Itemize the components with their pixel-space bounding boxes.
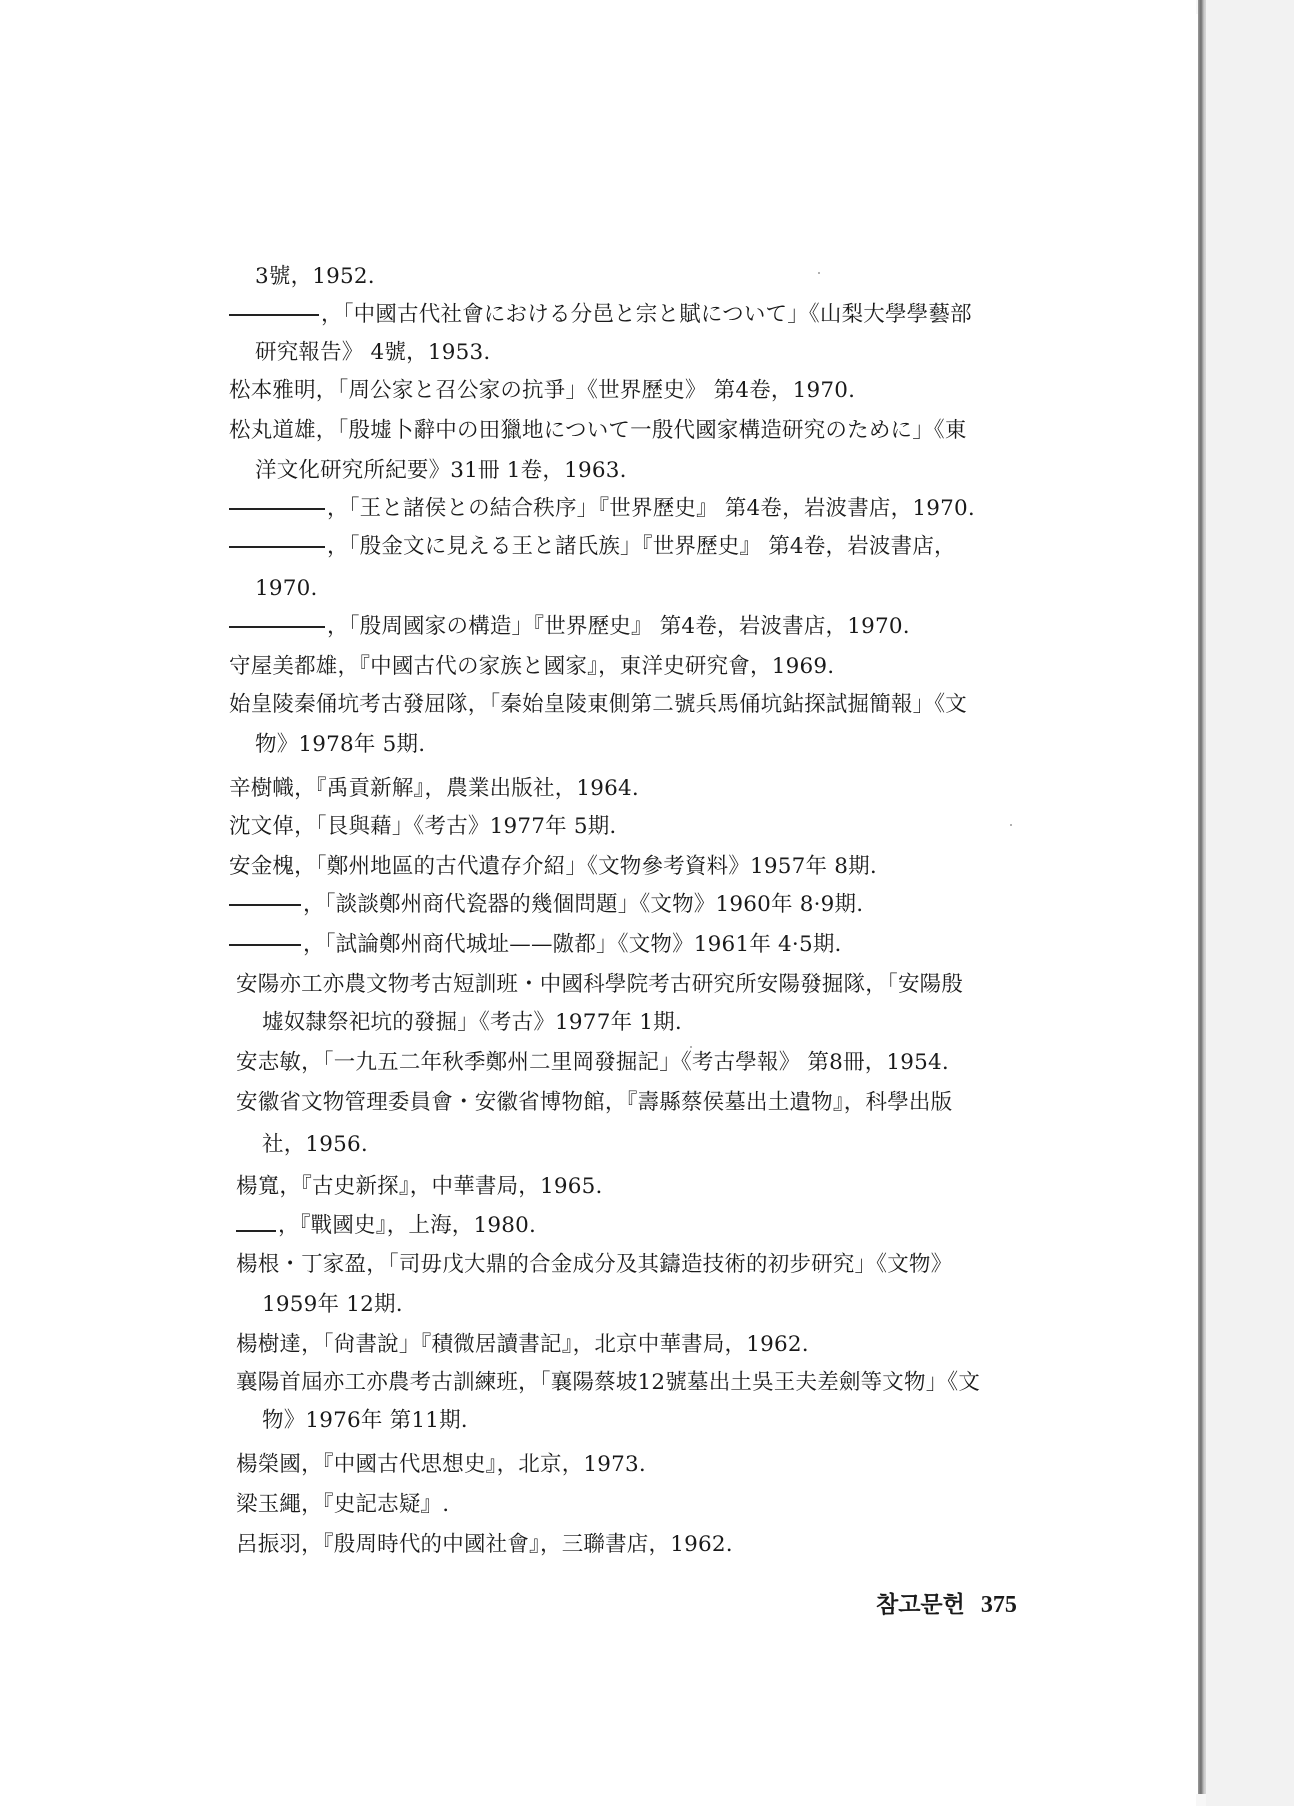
reference-line: 始皇陵秦俑坑考古發屈隊，「秦始皇陵東側第二號兵馬俑坑鉆探試掘簡報」《文 (229, 692, 968, 717)
reference-line: 安志敏，「一九五二年秋季鄭州二里岡發掘記」《考古學報》 第8冊，1954. (236, 1050, 949, 1075)
reference-line: 3號，1952. (255, 264, 375, 289)
reference-line: 1970. (255, 576, 318, 601)
reference-line: 守屋美都雄，『中國古代の家族と國家』，東洋史研究會，1969. (229, 654, 835, 679)
reference-line: 楊根・丁家盈，「司毋戊大鼎的合金成分及其鑄造技術的初步研究」《文物》 (236, 1252, 953, 1277)
repeat-author-dash (229, 944, 301, 946)
reference-line: 物》1976年 第11期. (262, 1408, 468, 1433)
reference-line: ，「試論鄭州商代城址——隞都」《文物》1961年 4·5期. (229, 932, 842, 958)
repeat-author-dash (229, 508, 325, 510)
repeat-author-dash (229, 314, 319, 316)
repeat-author-dash (229, 626, 325, 628)
scan-speck (818, 272, 820, 274)
scan-speck (1010, 824, 1012, 826)
page-footer (876, 1590, 1017, 1620)
reference-line: 社，1956. (262, 1132, 368, 1157)
reference-line: 安徽省文物管理委員會・安徽省博物館，『壽縣蔡侯墓出土遺物』，科學出版 (236, 1090, 953, 1115)
page-number: 375 (980, 1592, 1017, 1618)
repeat-author-dash (229, 546, 325, 548)
reference-line: ，「王と諸侯との結合秩序」『世界歷史』 第4卷，岩波書店，1970. (229, 496, 975, 522)
reference-line: ，「殷金文に見える王と諸氏族」『世界歷史』 第4卷，岩波書店， (229, 534, 956, 560)
reference-line: ，「殷周國家の構造」『世界歷史』 第4卷，岩波書店，1970. (229, 614, 910, 640)
reference-line: ，「中國古代社會における分邑と宗と賦について」《山梨大學學藝部 (229, 302, 972, 328)
reference-line: 梁玉繩，『史記志疑』. (236, 1492, 450, 1517)
reference-line: 呂振羽，『殷周時代的中國社會』，三聯書店，1962. (236, 1532, 733, 1557)
reference-line: 沈文倬，「艮與藉」《考古》1977年 5期. (229, 814, 617, 839)
reference-line: 1959年 12期. (262, 1292, 403, 1317)
repeat-author-blank (236, 1212, 276, 1232)
reference-line: 安金槐，「鄭州地區的古代遺存介紹」《文物參考資料》1957年 8期. (229, 854, 877, 879)
reference-line: 洋文化研究所紀要》31冊 1卷，1963. (255, 458, 627, 483)
reference-line: 墟奴隸祭祀坑的發掘」《考古》1977年 1期. (262, 1010, 682, 1035)
reference-line: 物》1978年 5期. (255, 732, 426, 757)
reference-line: 安陽亦工亦農文物考古短訓班・中國科學院考古研究所安陽發掘隊，「安陽殷 (236, 972, 964, 997)
reference-line: 楊寬，『古史新探』，中華書局，1965. (236, 1174, 603, 1199)
reference-line: 襄陽首屆亦工亦農考古訓練班，「襄陽蔡坡12號墓出土吳王夫差劍等文物」《文 (236, 1370, 981, 1395)
reference-line: ，「談談鄭州商代瓷器的幾個問題」《文物》1960年 8·9期. (229, 892, 863, 918)
section-title: 참고문헌 (876, 1591, 965, 1618)
reference-line: 辛樹幟，『禹貢新解』，農業出版社，1964. (229, 776, 639, 801)
reference-line: 松本雅明，「周公家と召公家の抗爭」《世界歷史》 第4卷，1970. (229, 378, 856, 403)
reference-line: ，『戰國史』，上海，1980. (236, 1212, 536, 1238)
reference-line: 楊樹達，「尙書說」『積微居讀書記』，北京中華書局，1962. (236, 1332, 809, 1357)
viewer-background (1206, 0, 1294, 1806)
reference-line: 松丸道雄，「殷墟卜辭中の田獵地について一殷代國家構造研究のために」《東 (229, 418, 967, 443)
reference-line: 研究報告》 4號，1953. (255, 340, 491, 365)
repeat-author-dash (229, 904, 301, 906)
scan-speck (690, 1046, 692, 1048)
reference-line: 楊榮國，『中國古代思想史』，北京，1973. (236, 1452, 646, 1477)
